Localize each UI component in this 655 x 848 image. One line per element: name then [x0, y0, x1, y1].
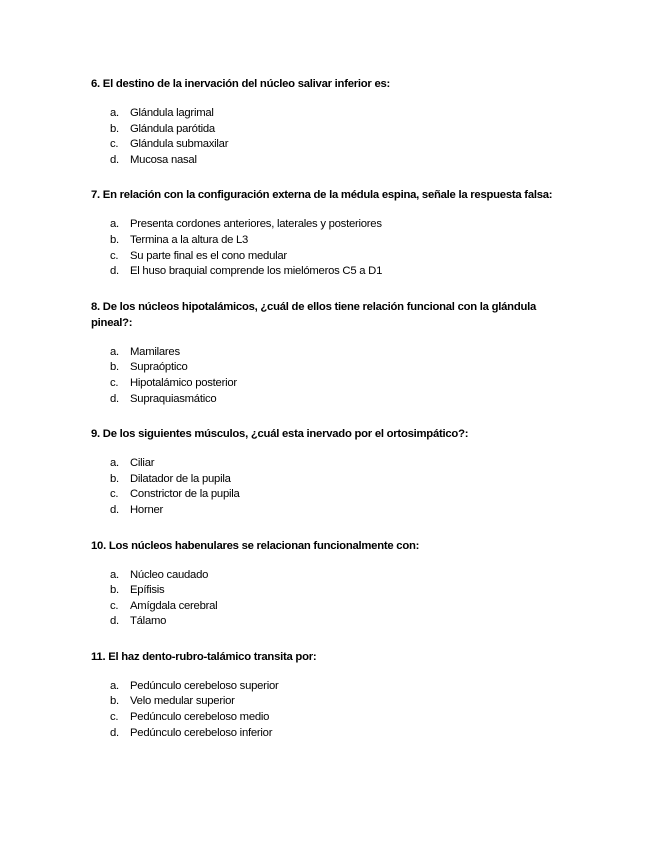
- option-letter: d.: [110, 153, 119, 166]
- option-text: Glándula submaxilar: [130, 138, 229, 151]
- question-6: [91, 76, 615, 168]
- option-item: [91, 106, 615, 122]
- option-letter: a.: [110, 457, 119, 470]
- option-text: Ciliar: [130, 457, 155, 470]
- option-item: [91, 679, 615, 695]
- option-item: [91, 487, 615, 503]
- option-letter: d.: [110, 503, 119, 516]
- option-item: [91, 153, 615, 169]
- option-item: [91, 503, 615, 519]
- option-list: [91, 568, 615, 630]
- option-item: [91, 599, 615, 615]
- option-text: El huso braquial comprende los mielómeros C5 a D1: [130, 265, 383, 278]
- option-item: [91, 583, 615, 599]
- option-item: [91, 233, 615, 249]
- question-text: 10. Los núcleos habenulares se relacionan funcionalmente con:: [91, 539, 420, 552]
- option-letter: a.: [110, 679, 119, 692]
- option-letter: c.: [110, 599, 119, 612]
- question-8: [91, 299, 615, 407]
- option-letter: b.: [110, 695, 119, 708]
- option-item: [91, 726, 615, 742]
- option-letter: b.: [110, 233, 119, 246]
- option-text: Supraóptico: [130, 361, 188, 374]
- option-letter: c.: [110, 376, 119, 389]
- option-item: [91, 137, 615, 153]
- option-item: [91, 360, 615, 376]
- option-item: [91, 392, 615, 408]
- option-text: Glándula parótida: [130, 122, 215, 135]
- option-letter: a.: [110, 345, 119, 358]
- option-text: Mucosa nasal: [130, 153, 197, 166]
- option-letter: b.: [110, 361, 119, 374]
- question-text: 11. El haz dento-rubro-talámico transita por:: [91, 650, 317, 663]
- question-11: [91, 649, 615, 741]
- option-text: Termina a la altura de L3: [130, 233, 249, 246]
- option-text: Pedúnculo cerebeloso inferior: [130, 726, 273, 739]
- option-text: Amígdala cerebral: [130, 599, 218, 612]
- option-letter: b.: [110, 472, 119, 485]
- option-letter: d.: [110, 265, 119, 278]
- option-text: Epífisis: [130, 584, 165, 597]
- option-text: Velo medular superior: [130, 695, 235, 708]
- question-text: 8. De los núcleos hipotalámicos, ¿cuál de ellos tiene relación funcional con la glándula pineal?:: [91, 300, 537, 329]
- option-letter: c.: [110, 711, 119, 724]
- option-text: Horner: [130, 503, 164, 516]
- option-letter: a.: [110, 568, 119, 581]
- option-text: Mamilares: [130, 345, 180, 358]
- option-text: Tálamo: [130, 615, 167, 628]
- option-text: Núcleo caudado: [130, 568, 209, 581]
- option-item: [91, 345, 615, 361]
- option-item: [91, 249, 615, 265]
- option-item: [91, 472, 615, 488]
- option-list: [91, 456, 615, 518]
- option-letter: c.: [110, 138, 119, 151]
- option-text: Constrictor de la pupila: [130, 488, 240, 501]
- option-list: [91, 106, 615, 168]
- option-item: [91, 710, 615, 726]
- option-letter: c.: [110, 488, 119, 501]
- question-text: 7. En relación con la configuración externa de la médula espina, señale la respuesta falsa:: [91, 189, 553, 202]
- option-text: Pedúnculo cerebeloso superior: [130, 679, 279, 692]
- option-letter: b.: [110, 122, 119, 135]
- option-letter: d.: [110, 726, 119, 739]
- option-item: [91, 456, 615, 472]
- option-list: [91, 345, 615, 407]
- option-letter: b.: [110, 584, 119, 597]
- option-letter: a.: [110, 218, 119, 231]
- question-9: [91, 426, 615, 518]
- option-item: [91, 264, 615, 280]
- question-text: 9. De los siguientes músculos, ¿cuál esta inervado por el ortosimpático?:: [91, 428, 469, 441]
- option-list: [91, 217, 615, 279]
- option-item: [91, 122, 615, 138]
- option-item: [91, 217, 615, 233]
- option-item: [91, 694, 615, 710]
- option-item: [91, 376, 615, 392]
- option-text: Pedúnculo cerebeloso medio: [130, 711, 270, 724]
- option-text: Su parte final es el cono medular: [130, 249, 287, 262]
- option-text: Presenta cordones anteriores, laterales y posteriores: [130, 218, 382, 231]
- option-text: Dilatador de la pupila: [130, 472, 231, 485]
- question-7: [91, 187, 615, 279]
- option-list: [91, 679, 615, 741]
- option-letter: d.: [110, 615, 119, 628]
- option-item: [91, 568, 615, 584]
- option-letter: c.: [110, 249, 119, 262]
- option-letter: d.: [110, 392, 119, 405]
- option-text: Hipotalámico posterior: [130, 376, 237, 389]
- option-letter: a.: [110, 107, 119, 119]
- option-text: Glándula lagrimal: [130, 107, 214, 119]
- question-text: 6. El destino de la inervación del núcleo salivar inferior es:: [91, 78, 391, 90]
- option-text: Supraquiasmático: [130, 392, 217, 405]
- question-10: [91, 538, 615, 630]
- option-item: [91, 614, 615, 630]
